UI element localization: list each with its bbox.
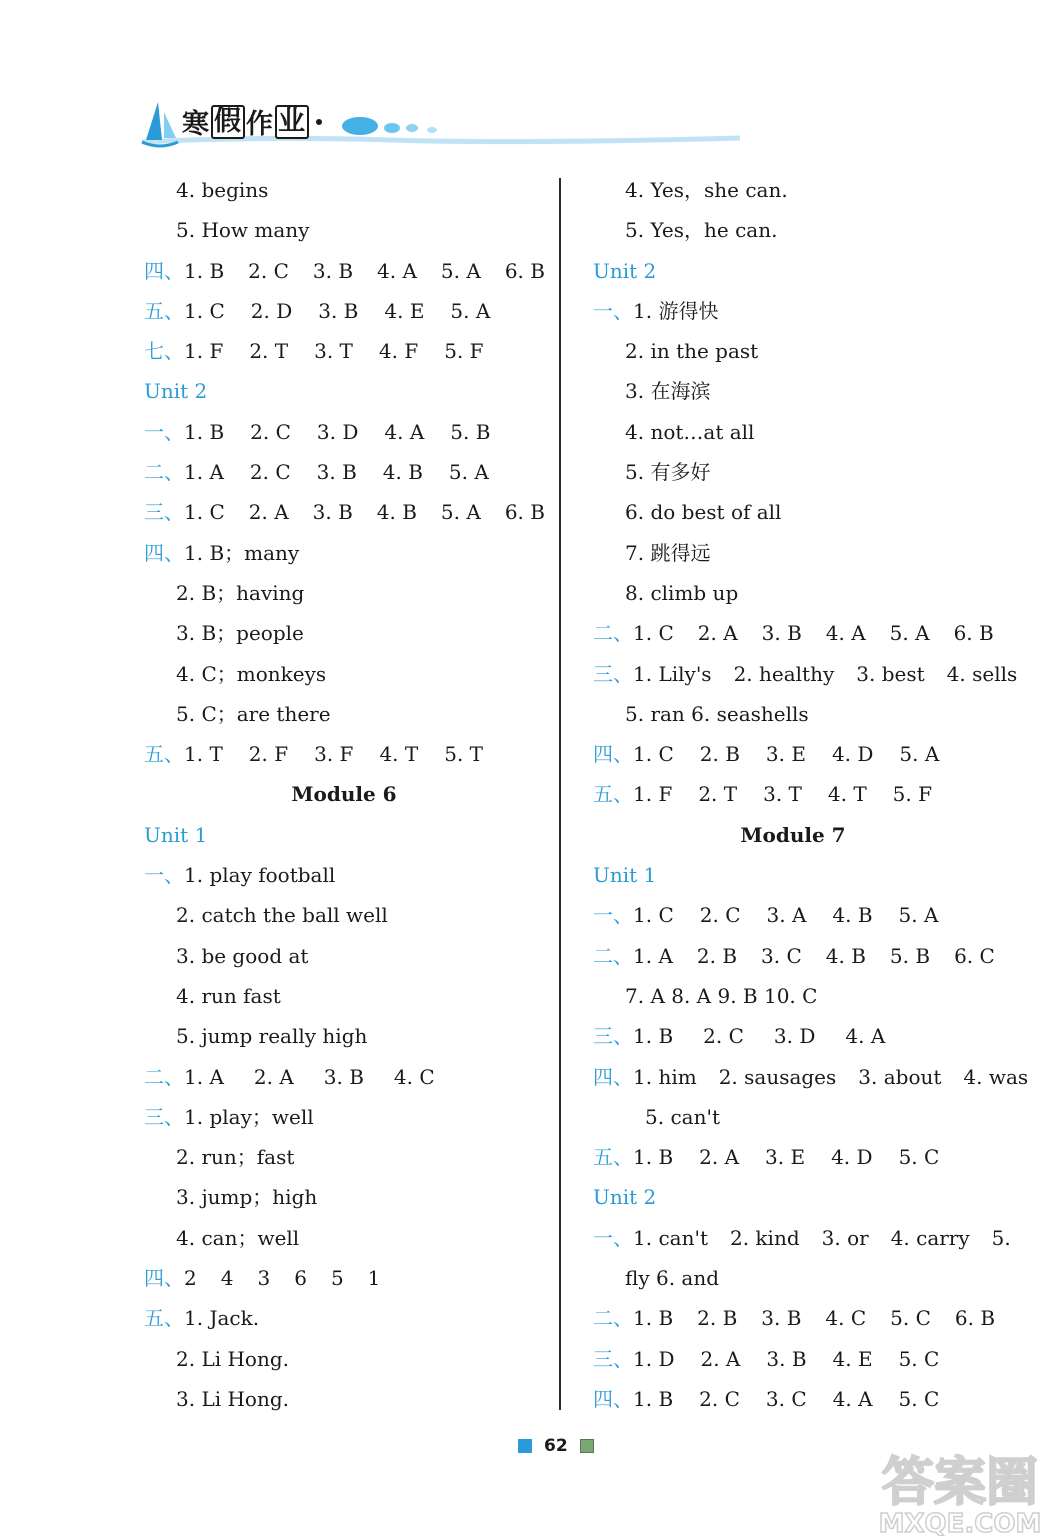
answer-row xyxy=(593,1298,996,1338)
section-number: 二、 xyxy=(593,1306,633,1331)
answer: 5. C xyxy=(898,1346,940,1371)
answer-row xyxy=(593,1016,993,1056)
answer-line: 2. Li Hong. xyxy=(176,1346,289,1371)
section-number: 二、 xyxy=(144,460,184,485)
answer: 1. play；well xyxy=(184,1104,314,1129)
answer: 6. C xyxy=(954,943,995,968)
answer: 5. A xyxy=(899,742,940,767)
answer: 3. A xyxy=(766,903,807,928)
unit-heading: Unit 1 xyxy=(144,822,208,847)
answer-line: 4. can；well xyxy=(176,1225,300,1250)
answer-line: 4. run fast xyxy=(176,983,281,1008)
answer: 1. play football xyxy=(184,863,336,888)
answer: 1. C xyxy=(633,903,674,928)
answer: 4. C xyxy=(393,1064,435,1089)
answer: 1. T xyxy=(184,742,223,767)
answer: 2. F xyxy=(248,742,289,767)
answer: 2. A xyxy=(248,500,289,525)
answer-line: 3. jump；high xyxy=(176,1185,318,1210)
answer-line: 2. run；fast xyxy=(176,1145,295,1170)
answer-row xyxy=(593,774,993,814)
answer-row xyxy=(593,1379,993,1419)
answer: 2. C xyxy=(249,460,291,485)
answer: 2. A xyxy=(699,1145,740,1170)
answer-row xyxy=(144,492,544,532)
answer: 6. B xyxy=(954,1306,996,1331)
watermark-title: 答案圈 xyxy=(881,1453,1039,1513)
answer-line: 2. B；having xyxy=(176,580,305,605)
answer: 2 xyxy=(184,1266,197,1291)
answer: 1. B xyxy=(633,1145,674,1170)
answer-line: 3. 在海滨 xyxy=(625,379,711,404)
answer: 3. B xyxy=(318,298,359,323)
answer-column-left xyxy=(144,170,544,1419)
answer-row xyxy=(144,533,544,573)
answer-row xyxy=(593,1057,1029,1097)
answer: 4. D xyxy=(831,1145,873,1170)
section-number: 四、 xyxy=(144,1266,184,1291)
answer: 2. A xyxy=(697,621,738,646)
answer: 1 xyxy=(367,1266,381,1291)
answer: 3. B xyxy=(316,460,357,485)
answer-row xyxy=(144,412,544,452)
answer: 2. T xyxy=(698,782,738,807)
answer-line: 6. do best of all xyxy=(625,500,782,525)
answer: 4. A xyxy=(377,258,417,283)
unit-heading: Unit 2 xyxy=(593,1185,657,1210)
answer-line: 3. Li Hong. xyxy=(176,1386,289,1411)
answer: 5. B xyxy=(889,943,931,968)
answer-row xyxy=(144,251,544,291)
header-title xyxy=(182,102,322,141)
answer: 5 xyxy=(330,1266,344,1291)
section-number: 五、 xyxy=(593,1145,633,1170)
answer: 2. sausages xyxy=(718,1064,837,1089)
header-title-char: 业 xyxy=(275,105,309,139)
answer-row xyxy=(593,291,993,331)
answer-row xyxy=(144,1258,544,1298)
header-title-char: 假 xyxy=(211,105,245,139)
answer: 2. B xyxy=(697,1306,738,1331)
answer-line: 2. in the past xyxy=(625,339,759,364)
answer: 2. D xyxy=(250,298,293,323)
answer-row xyxy=(144,331,544,371)
answer: 3. E xyxy=(765,1145,806,1170)
answer: 2. B xyxy=(699,742,740,767)
answer-line: 8. climb up xyxy=(625,580,739,605)
answer: 1. A xyxy=(184,460,224,485)
answer: 1. A xyxy=(184,1064,224,1089)
answer: 4. A xyxy=(832,1386,873,1411)
answer: 3. B xyxy=(312,258,354,283)
section-number: 一、 xyxy=(593,1225,633,1250)
answer: 5. C xyxy=(898,1386,940,1411)
answer: 3. B xyxy=(323,1064,364,1089)
answer: 6 xyxy=(294,1266,307,1291)
answer: 3. best xyxy=(856,661,925,686)
answer: 1. Lily's xyxy=(633,661,712,686)
answer-row xyxy=(593,1137,993,1177)
answer: 3. B xyxy=(761,1306,802,1331)
answer-line: 5. How many xyxy=(176,218,310,243)
answer: 1. 游得快 xyxy=(633,298,719,323)
answer-column-right xyxy=(593,170,1029,1419)
section-number: 三、 xyxy=(593,1024,633,1049)
answer-row xyxy=(144,855,544,895)
answer: 4. carry xyxy=(890,1225,970,1250)
section-number: 四、 xyxy=(144,258,184,283)
answer-row xyxy=(144,734,544,774)
answer-row xyxy=(144,1057,544,1097)
answer: 1. B xyxy=(633,1024,674,1049)
answer-line: 4. Yes，she can. xyxy=(625,178,788,202)
answer: 3. E xyxy=(765,742,806,767)
answer: 4. was xyxy=(963,1064,1029,1089)
answer: 4. D xyxy=(831,742,874,767)
answer: 2. A xyxy=(700,1346,741,1371)
answer: 4. F xyxy=(378,339,419,364)
title-dot xyxy=(316,119,322,125)
answer-line: 3. be good at xyxy=(176,943,309,968)
answer: 5. A xyxy=(889,621,930,646)
answer: 4. A xyxy=(845,1024,886,1049)
unit-heading: Unit 2 xyxy=(144,379,208,404)
answer: 3. or xyxy=(821,1225,869,1250)
answer-line: 7. A 8. A 9. B 10. C xyxy=(625,983,818,1008)
answer: 1. C xyxy=(633,621,674,646)
watermark-url: MXQE.COM xyxy=(878,1509,1042,1536)
answer-line: 5. Yes，he can. xyxy=(625,218,778,243)
answer: 3. T xyxy=(314,339,353,364)
answer: 2. C xyxy=(250,419,291,444)
answer-line: 5. 有多好 xyxy=(625,460,711,485)
answer: 3. D xyxy=(773,1024,816,1049)
module-heading: Module 6 xyxy=(291,782,397,807)
answer: 5. xyxy=(991,1225,1011,1250)
answer: 4. sells xyxy=(946,661,1018,686)
answer: 5. A xyxy=(440,500,481,525)
section-number: 三、 xyxy=(144,1104,184,1129)
answer: 4. A xyxy=(825,621,866,646)
answer: 5. B xyxy=(450,419,491,444)
answer: 5. A xyxy=(448,460,489,485)
answer: 1. B；many xyxy=(184,540,300,565)
answer: 2. B xyxy=(696,943,738,968)
answer: 2. T xyxy=(249,339,289,364)
answer: 1. D xyxy=(633,1346,675,1371)
section-number: 五、 xyxy=(144,1306,184,1331)
answer: 1. Jack. xyxy=(184,1306,260,1331)
answer: 1. F xyxy=(633,782,673,807)
answer-row xyxy=(593,654,1018,694)
answer: 1. F xyxy=(184,339,224,364)
answer: 4 xyxy=(220,1266,234,1291)
answer-line: 3. B；people xyxy=(176,621,304,646)
answer: 1. B xyxy=(184,419,225,444)
answer: 1. B xyxy=(633,1386,674,1411)
answer: 3. D xyxy=(316,419,359,444)
answer: 5. F xyxy=(444,339,484,364)
answer: 3. B xyxy=(766,1346,807,1371)
answer: 1. C xyxy=(184,500,225,525)
section-number: 三、 xyxy=(593,661,633,686)
answer: 5. C xyxy=(890,1306,931,1331)
answer: 5. A xyxy=(898,903,939,928)
answer-row xyxy=(144,452,544,492)
unit-heading: Unit 1 xyxy=(593,863,657,888)
answer: 1. B xyxy=(184,258,225,283)
answer: 4. T xyxy=(379,742,419,767)
section-number: 二、 xyxy=(593,943,633,968)
answer: 5. A xyxy=(450,298,491,323)
answer-row xyxy=(593,613,993,653)
section-number: 五、 xyxy=(144,298,184,323)
watermark xyxy=(868,1448,1054,1536)
page-header xyxy=(140,92,740,152)
answer: 4. B xyxy=(832,903,873,928)
answer-row xyxy=(144,1298,544,1338)
answer: 1. him xyxy=(633,1064,697,1089)
header-title-char: 作 xyxy=(246,109,274,140)
answer: 5. F xyxy=(892,782,932,807)
section-number: 四、 xyxy=(593,742,633,767)
answer: 2. healthy xyxy=(733,661,835,686)
answer: 3. C xyxy=(765,1386,807,1411)
answer-line: 5. ran 6. seashells xyxy=(625,701,809,726)
answer-line: 4. not…at all xyxy=(625,419,755,444)
answer: 5. A xyxy=(440,258,481,283)
answer: 2. kind xyxy=(729,1225,800,1250)
answer: 3. B xyxy=(761,621,802,646)
column-divider xyxy=(559,178,561,1410)
answer-row xyxy=(593,895,993,935)
header-title-char: 寒 xyxy=(182,109,210,140)
answer-row xyxy=(593,1218,1011,1258)
section-number: 五、 xyxy=(144,742,184,767)
unit-heading: Unit 2 xyxy=(593,258,657,283)
answer: 4. E xyxy=(384,298,425,323)
answer-row xyxy=(144,291,544,331)
section-number: 四、 xyxy=(593,1386,633,1411)
section-number: 三、 xyxy=(593,1346,633,1371)
answer: 2. C xyxy=(699,903,741,928)
answer: 3. C xyxy=(761,943,802,968)
answer: 3. about xyxy=(858,1064,942,1089)
answer-line: 5. jump really high xyxy=(176,1024,368,1049)
answer: 1. C xyxy=(633,742,674,767)
answer: 2. C xyxy=(699,1386,740,1411)
answer: 6. B xyxy=(504,258,545,283)
answer: 4. E xyxy=(832,1346,873,1371)
blue-square-icon xyxy=(518,1439,532,1453)
answer: 3. B xyxy=(312,500,353,525)
page-number: 62 xyxy=(544,1436,568,1456)
answer: 4. A xyxy=(384,419,425,444)
answer: 6. B xyxy=(504,500,545,525)
section-number: 四、 xyxy=(144,540,184,565)
answer: 1. B xyxy=(633,1306,674,1331)
answer-row xyxy=(593,1339,993,1379)
sailboat-logo-icon xyxy=(140,100,180,148)
answer: 3. T xyxy=(763,782,802,807)
answer: 3. F xyxy=(314,742,354,767)
answer: 1. A xyxy=(633,943,673,968)
answer-line: fly 6. and xyxy=(625,1266,720,1291)
answer: 5. T xyxy=(444,742,483,767)
answer-row xyxy=(144,1097,544,1137)
green-square-icon xyxy=(580,1439,594,1453)
answer: 3 xyxy=(257,1266,271,1291)
module-heading: Module 7 xyxy=(740,822,846,847)
section-number: 一、 xyxy=(593,903,633,928)
section-number: 一、 xyxy=(144,863,184,888)
section-number: 四、 xyxy=(593,1064,633,1089)
answer-line: 5. C；are there xyxy=(176,701,331,726)
section-number: 一、 xyxy=(144,419,184,444)
section-number: 二、 xyxy=(593,621,633,646)
section-number: 七、 xyxy=(144,339,184,364)
section-number: 三、 xyxy=(144,500,184,525)
answer: 4. C xyxy=(825,1306,867,1331)
answer-line: 4. begins xyxy=(176,178,269,202)
answer-line: 2. catch the ball well xyxy=(176,903,388,928)
section-number: 二、 xyxy=(144,1064,184,1089)
answer-row xyxy=(593,936,993,976)
answer-line: 5. can't xyxy=(645,1104,720,1129)
section-number: 一、 xyxy=(593,298,633,323)
page-footer xyxy=(518,1436,594,1456)
answer-line: 7. 跳得远 xyxy=(625,540,711,565)
answer: 4. B xyxy=(825,943,866,968)
answer: 2. C xyxy=(703,1024,744,1049)
answer: 4. B xyxy=(376,500,417,525)
answer: 2. A xyxy=(253,1064,294,1089)
section-number: 五、 xyxy=(593,782,633,807)
answer: 2. C xyxy=(248,258,289,283)
answer: 1. C xyxy=(184,298,225,323)
answer: 6. B xyxy=(953,621,994,646)
answer-row xyxy=(593,734,993,774)
answer: 1. can't xyxy=(633,1225,708,1250)
answer: 4. B xyxy=(382,460,423,485)
answer: 4. T xyxy=(827,782,867,807)
answer: 5. C xyxy=(898,1145,940,1170)
answer-line: 4. C；monkeys xyxy=(176,661,327,686)
